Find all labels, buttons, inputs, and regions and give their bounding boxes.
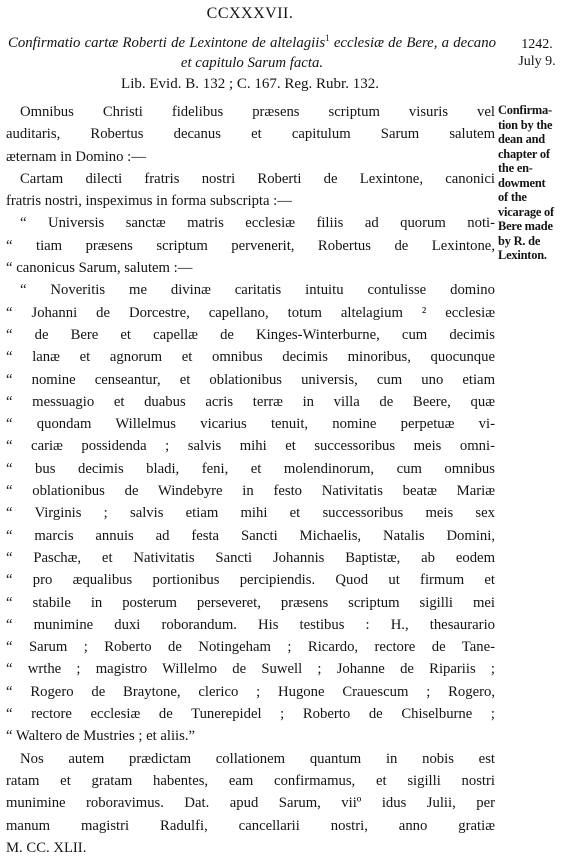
charter-body [6,101,495,859]
margin-date [505,36,569,70]
sidenote-line: tion by the [498,117,553,132]
body-line: “ Paschæ, et Nativitatis Sancti Johannis Baptistæ, ab eodem [6,549,495,566]
body-line: Nos autem prædictam collationem quantum in nobis est [20,750,495,767]
date-year: 1242. [521,37,553,52]
body-line: “ Universis sanctæ matris ecclesiæ filiis ad quorum noti- [20,215,495,232]
body-line: “ oblationibus de Windebyre in festo Nativitatis beatæ Mariæ [6,483,495,500]
body-line: “ nomine censeantur, et oblationibus universis, cum uno etiam [6,371,495,388]
body-line: “ Rogero de Braytone, clerico ; Hugone Crauescum ; Rogero, [6,683,495,700]
body-line: “ Sarum ; Roberto de Notingeham ; Ricardo, rectore de Tane- [6,639,495,656]
sidenote-line: chapter of [498,146,550,161]
body-line: “ tiam præsens scriptum pervenerit, Robertus de Lexintone, [6,237,495,254]
body-line: “ cariæ possidenda ; salvis mihi et successoribus meis omni- [6,438,495,455]
body-line: manum magistri Radulfi, cancellarii nostri, anno gratiæ [6,817,495,834]
body-line: M. CC. XLII. [6,839,87,856]
body-line: æternam in Domino :— [6,148,146,165]
body-line: “ bus decimis bladi, feni, et molendinorum, cum omnibus [6,460,495,477]
sidenote-line: of the [498,190,527,204]
body-line: Cartam dilecti fratris nostri Roberti de Lexintone, canonici [20,170,495,187]
heading-footnote-mark: 1 [325,33,330,44]
sidenote-line: Bere made [498,219,553,233]
body-line: “ Johanni de Dorcestre, capellano, totum altelagium ² ecclesiæ [6,304,495,321]
charter-heading [8,33,496,73]
body-line: “ messuagio et duabus acris terræ in villa de Beere, quæ [6,393,495,410]
body-line: “ Waltero de Mustries ; et aliis.” [6,728,196,745]
manuscript-references: Lib. Evid. B. 132 ; C. 167. Reg. Rubr. 132. [121,76,379,92]
body-line: “ rectore ecclesiæ de Tunerepidel ; Roberto de Chiselburne ; [6,706,495,723]
body-line: munimine roboravimus. Dat. apud Sarum, viiº idus Julii, per [6,795,495,812]
sidenote-line: Confirma- [498,103,552,117]
body-line: “ wrthe ; magistro Willelmo de Suwell ; Johanne de Ripariis ; [6,661,495,678]
body-line: “ canonicus Sarum, salutem :— [6,260,193,277]
margin-sidenote [498,103,574,263]
body-line: “ marcis annuis ad festa Sancti Michaelis, Natalis Domini, [6,527,495,544]
body-line: “ pro æqualibus portionibus percipiendis. Quod ut firmum et [6,572,495,589]
body-line: ratam et gratam habentes, eam confirmamus, et sigilli nostri [6,772,495,789]
sidenote-line: Lexinton. [498,248,547,262]
sidenote-line: the en- [498,161,533,175]
body-line: “ quondam Willelmus vicarius tenuit, nomine perpetuæ vi- [6,416,495,433]
body-line: “ stabile in posterum perseveret, præsens scriptum sigilli mei [6,594,495,611]
body-line: “ Virginis ; salvis etiam mihi et successoribus meis sex [6,505,495,522]
sidenote-line: dean and [498,132,545,146]
sidenote-line: dowment [498,175,546,190]
sidenote-line: by R. de [498,233,541,248]
body-line: “ Noveritis me divinæ caritatis intuitu contulisse domino [20,282,495,299]
body-line: “ munimine duxi roborandum. His testibus : H., thesaurario [6,616,495,633]
body-line: “ de Bere et capellæ de Kinges-Winterburne, cum decimis [6,326,495,343]
body-line: “ lanæ et agnorum et omnibus decimis minoribus, quocunque [6,349,495,366]
body-line: fratris nostri, inspeximus in forma subscripta :— [6,193,292,210]
charter-number: CCXXXVII. [206,5,294,22]
date-day: July 9. [518,54,556,69]
body-line: Omnibus Christi fidelibus præsens scriptum visuris vel [20,104,495,120]
heading-text: Confirmatio cartæ Roberti de Lexintone de altelagiis [8,35,326,51]
body-line: auditaris, Robertus decanus et capitulum Sarum salutem [6,126,495,143]
heading-text-after: ecclesiæ de Bere, a decano et capitulo Sarum facta. [180,35,496,71]
sidenote-line: vicarage of [498,204,554,219]
